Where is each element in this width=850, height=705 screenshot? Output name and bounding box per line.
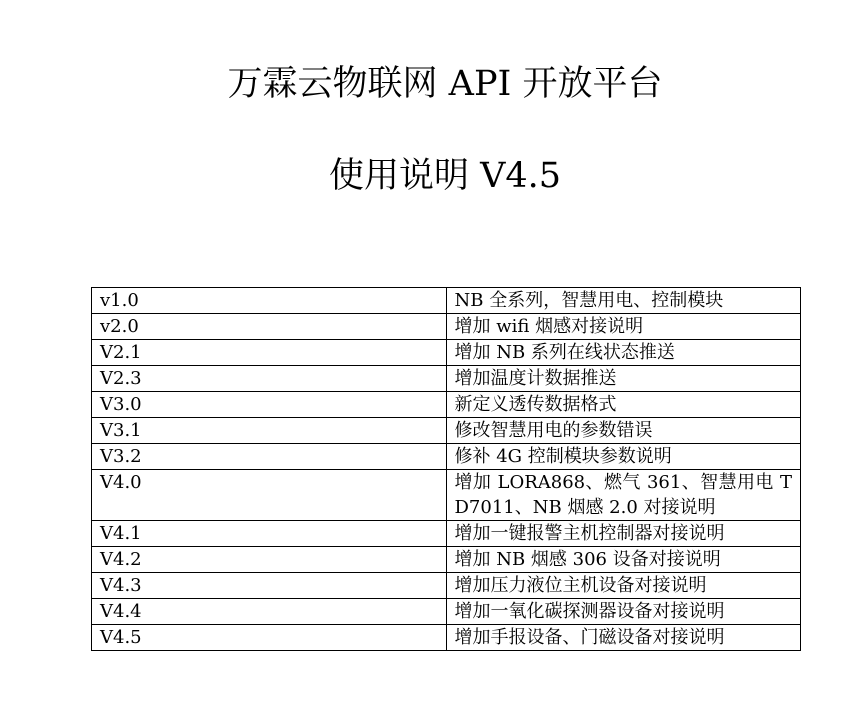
description-cell: NB 全系列，智慧用电、控制模块 [446,288,801,314]
description-cell: 增加温度计数据推送 [446,366,801,392]
table-row [92,573,801,599]
version-cell: V3.1 [92,418,447,444]
description-cell: 增加 NB 烟感 306 设备对接说明 [446,547,801,573]
table-row [92,625,801,651]
description-cell: 修改智慧用电的参数错误 [446,418,801,444]
version-cell: V4.4 [92,599,447,625]
document-title: 万霖云物联网 API 开放平台 [227,64,663,104]
version-cell: V2.3 [92,366,447,392]
description-cell: 增加 NB 系列在线状态推送 [446,340,801,366]
version-cell: V2.1 [92,340,447,366]
table-row [92,366,801,392]
version-cell: V4.5 [92,625,447,651]
description-cell: 增加一氧化碳探测器设备对接说明 [446,599,801,625]
version-cell: V3.0 [92,392,447,418]
table-row [92,340,801,366]
version-cell: V4.0 [92,470,447,521]
table-row [92,599,801,625]
description-cell: 增加压力液位主机设备对接说明 [446,573,801,599]
version-cell: V4.1 [92,521,447,547]
table-row [92,418,801,444]
description-cell: 新定义透传数据格式 [446,392,801,418]
table-row [92,547,801,573]
version-history-table [91,287,801,651]
version-cell: v1.0 [92,288,447,314]
description-cell: 增加一键报警主机控制器对接说明 [446,521,801,547]
version-cell: V4.2 [92,547,447,573]
table-row [92,444,801,470]
version-cell: v2.0 [92,314,447,340]
table-row [92,288,801,314]
description-cell: 增加 LORA868、燃气 361、智慧用电 TD7011、NB 烟感 2.0 对接说明 [446,470,801,521]
description-cell: 修补 4G 控制模块参数说明 [446,444,801,470]
document-subtitle: 使用说明 V4.5 [328,156,562,196]
table-row [92,314,801,340]
description-cell: 增加 wifi 烟感对接说明 [446,314,801,340]
table-row [92,521,801,547]
table-row [92,470,801,521]
description-cell: 增加手报设备、门磁设备对接说明 [446,625,801,651]
table-row [92,392,801,418]
version-cell: V3.2 [92,444,447,470]
version-cell: V4.3 [92,573,447,599]
